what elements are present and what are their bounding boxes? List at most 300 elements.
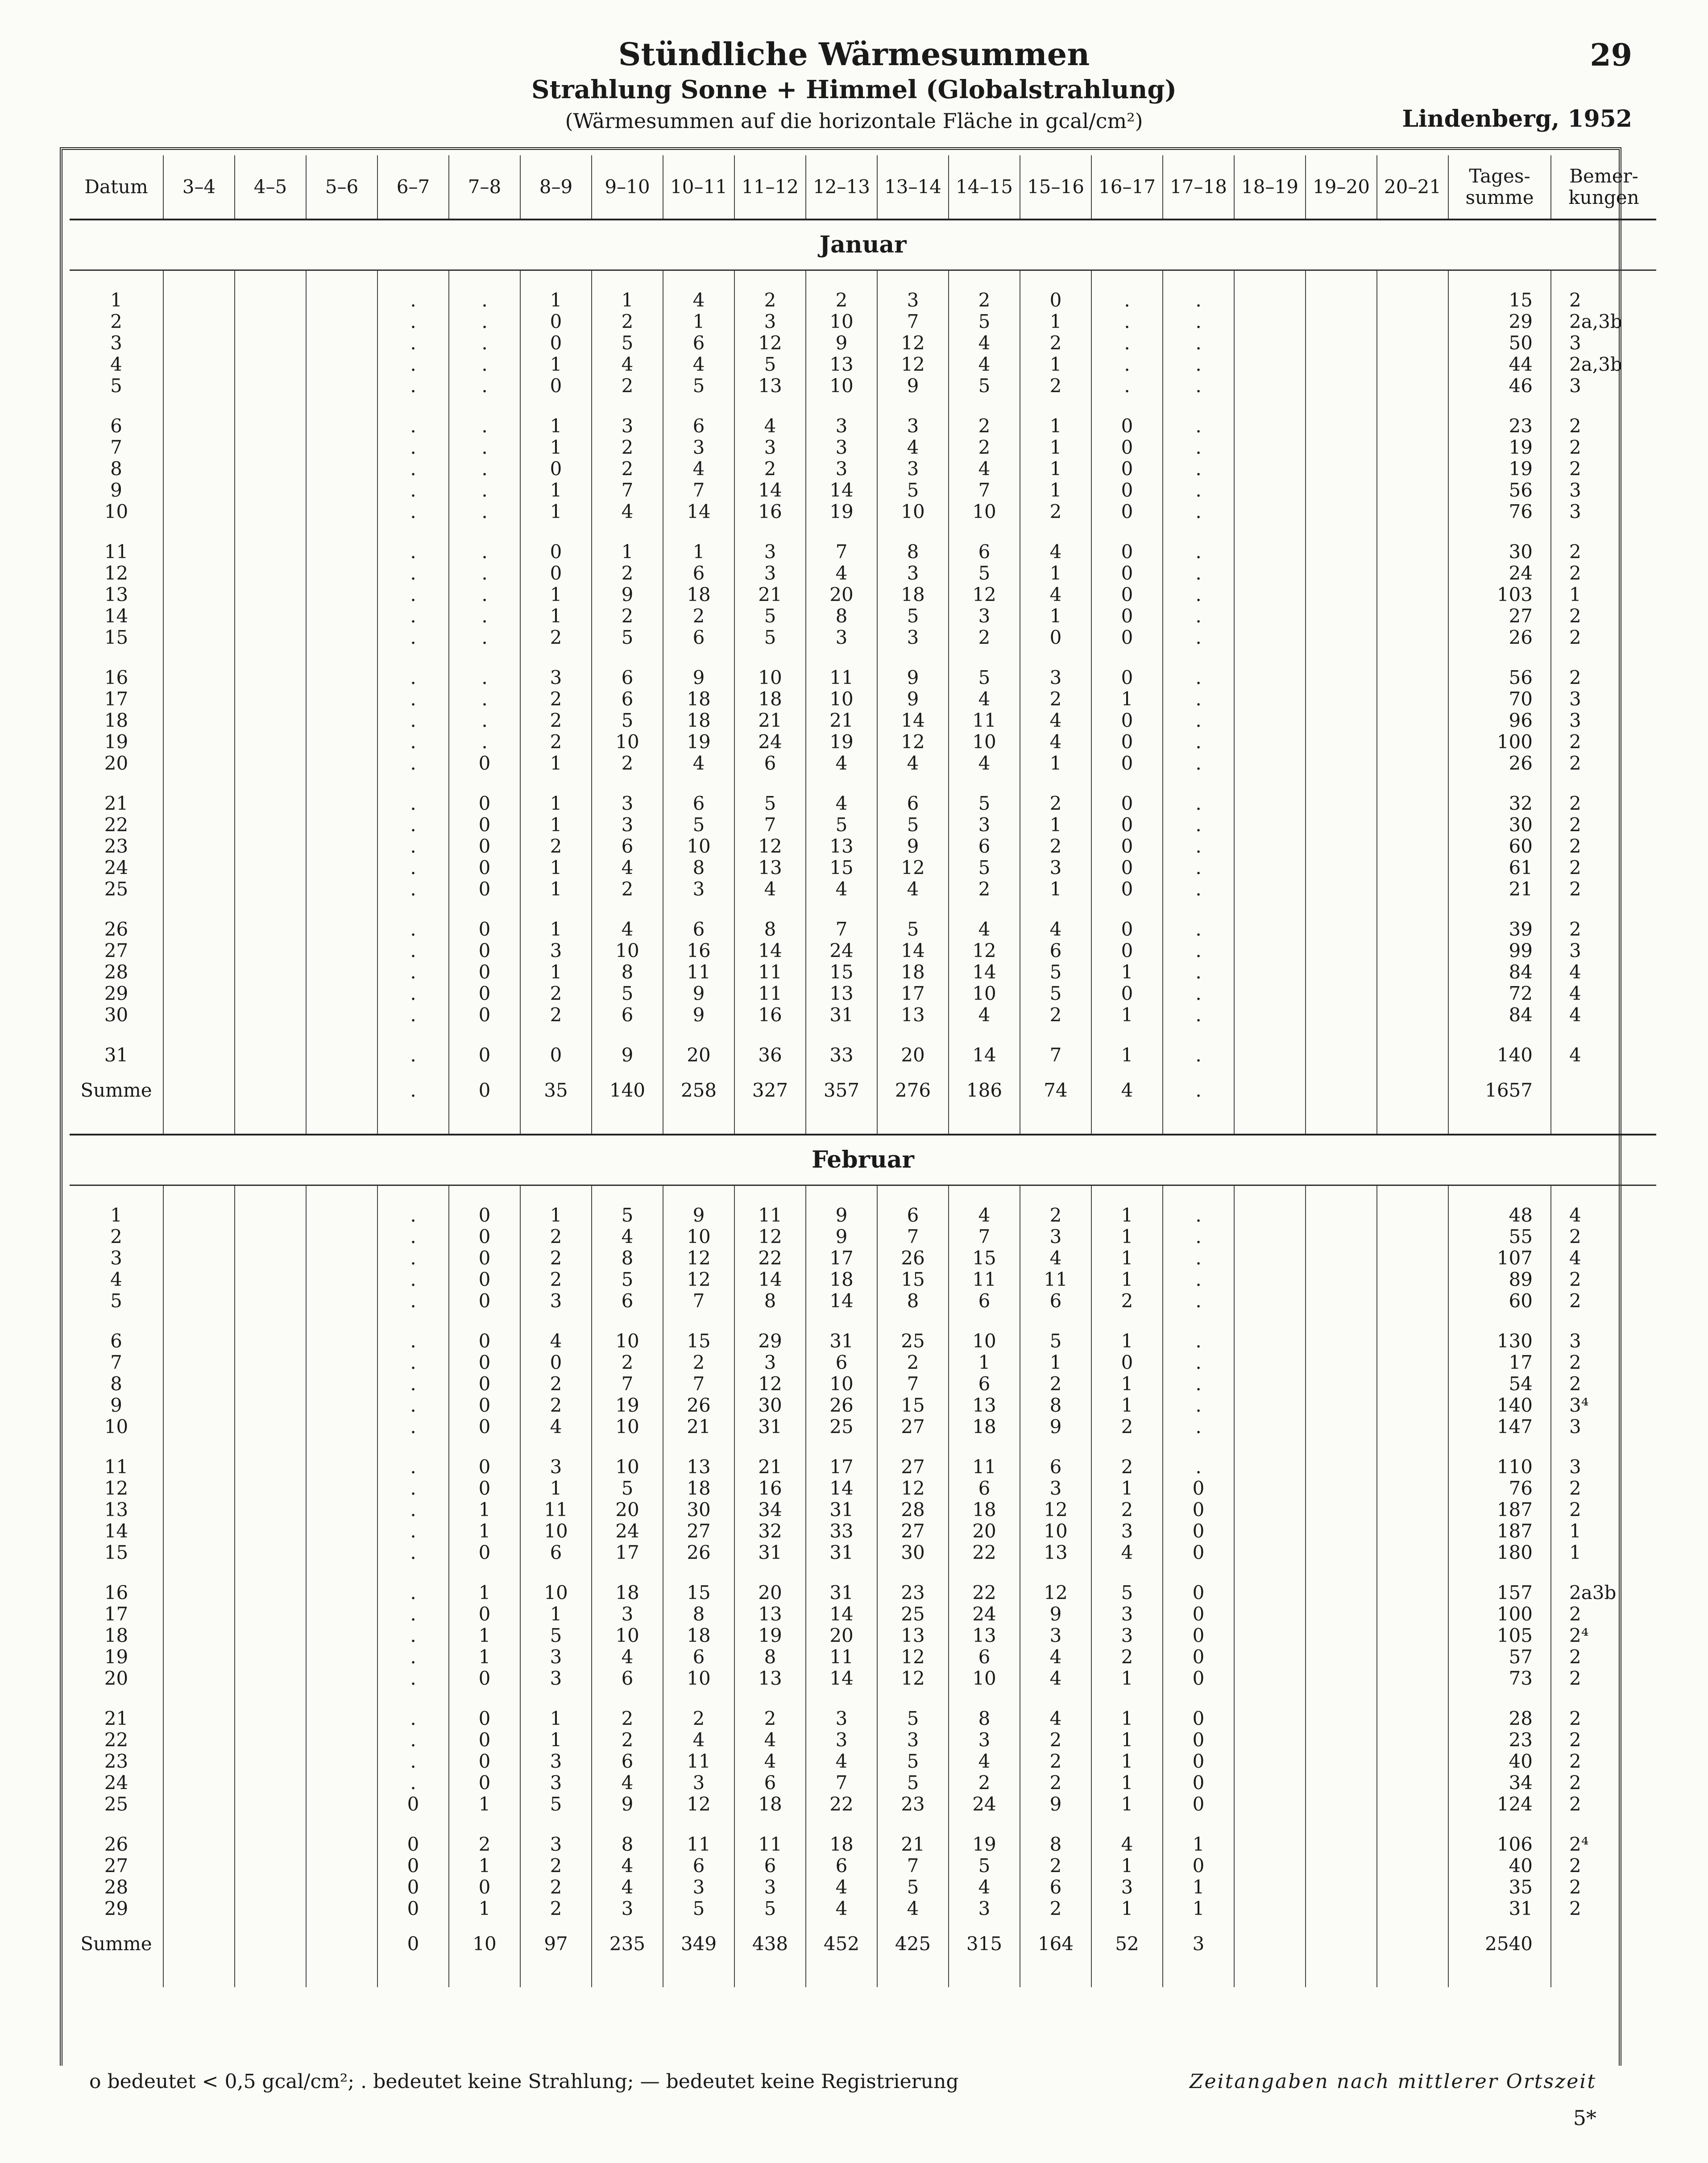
value-cell: 4: [949, 1205, 1020, 1226]
value-cell: [1377, 710, 1448, 731]
value-cell: 10: [663, 836, 734, 857]
spacer-cell: [1377, 270, 1448, 290]
table-row: [70, 375, 1656, 397]
value-cell: 10: [592, 1330, 663, 1352]
spacer-cell: [1234, 1115, 1306, 1135]
value-cell: 2: [1020, 1004, 1091, 1026]
value-cell: [306, 878, 377, 900]
value-cell: [1234, 605, 1306, 627]
value-cell: 3: [806, 458, 877, 480]
spacer-cell: [734, 1026, 806, 1044]
spacer-cell: [306, 1563, 377, 1582]
value-cell: 0: [449, 878, 520, 900]
remark-cell: 3: [1569, 501, 1581, 522]
value-cell: [306, 290, 377, 311]
date-cell: 6: [70, 1330, 163, 1352]
spacer-cell: [734, 1968, 806, 1987]
value-cell: 10: [663, 1226, 734, 1247]
spacer-cell: [1306, 648, 1377, 667]
spacer-cell: [1163, 900, 1234, 919]
value-cell: 7: [806, 1772, 877, 1794]
value-cell: [1306, 1668, 1377, 1689]
value-cell: 3: [663, 437, 734, 458]
value-cell: 3: [592, 1898, 663, 1919]
value-cell: 1: [520, 501, 592, 522]
value-cell: 0: [449, 814, 520, 836]
value-cell: 0: [1091, 541, 1163, 563]
spacer-cell: [1306, 900, 1377, 919]
value-cell: [235, 1898, 306, 1919]
value-cell: 15: [877, 1395, 949, 1416]
date-cell: 26: [70, 1834, 163, 1855]
value-cell: 2: [592, 878, 663, 900]
spacer-cell: [449, 1026, 520, 1044]
value-cell: [306, 1582, 377, 1604]
date-cell: 3: [70, 332, 163, 354]
date-cell: 29: [70, 1898, 163, 1919]
value-cell: 4: [1020, 1668, 1091, 1689]
spacer-cell: [949, 1185, 1020, 1205]
value-cell: .: [1163, 415, 1234, 437]
value-cell: 3: [592, 1604, 663, 1625]
value-cell: .: [1163, 605, 1234, 627]
spacer-cell: [1234, 1689, 1306, 1708]
date-cell: 12: [70, 1478, 163, 1499]
spacer-cell: [306, 1689, 377, 1708]
value-cell: 0: [1091, 940, 1163, 961]
value-cell: [1377, 311, 1448, 332]
value-cell: 10: [592, 1416, 663, 1438]
value-cell: [1234, 1066, 1306, 1115]
spacer-cell: [1551, 1689, 1656, 1708]
date-cell: 25: [70, 1794, 163, 1815]
value-cell: 14: [806, 480, 877, 501]
spacer-cell: [1306, 1968, 1377, 1987]
value-cell: [1306, 1772, 1377, 1794]
value-cell: 11: [1020, 1269, 1091, 1290]
value-cell: 0: [520, 332, 592, 354]
value-cell: .: [1163, 541, 1234, 563]
value-cell: [163, 290, 235, 311]
daily-sum-cell: 48: [1448, 1205, 1551, 1226]
spacer-cell: [1306, 522, 1377, 541]
value-cell: 1: [1091, 1478, 1163, 1499]
remark-cell: 2: [1569, 1290, 1581, 1312]
value-cell: [1377, 332, 1448, 354]
remark-cell: 4: [1569, 1044, 1581, 1066]
value-cell: [1377, 878, 1448, 900]
value-cell: [1234, 731, 1306, 753]
spacer-cell: [306, 397, 377, 415]
value-cell: 1: [949, 1352, 1020, 1373]
date-cell: 5: [70, 375, 163, 397]
value-cell: [1234, 584, 1306, 605]
value-cell: 31: [806, 1004, 877, 1026]
value-cell: 8: [663, 857, 734, 878]
remark-cell: 2: [1569, 1707, 1581, 1729]
value-cell: 4: [877, 1898, 949, 1919]
daily-sum-cell: 187: [1448, 1499, 1551, 1521]
value-cell: .: [377, 1708, 449, 1729]
value-cell: [1306, 793, 1377, 814]
spacer-cell: [877, 774, 949, 793]
value-cell: 5: [877, 605, 949, 627]
value-cell: 1: [520, 354, 592, 375]
value-cell: [163, 688, 235, 710]
value-cell: [1306, 1751, 1377, 1772]
value-cell: 2: [1020, 332, 1091, 354]
value-cell: [163, 1395, 235, 1416]
remark-cell: 4: [1569, 1247, 1581, 1269]
spacer-cell: [1234, 774, 1306, 793]
remark-cell: 2: [1569, 752, 1581, 774]
value-cell: .: [377, 1352, 449, 1373]
value-cell: [235, 332, 306, 354]
spacer-cell: [1234, 522, 1306, 541]
remark-cell: 4: [1569, 982, 1581, 1004]
remark-cell: 3: [1569, 1456, 1581, 1478]
value-cell: [235, 1751, 306, 1772]
value-cell: 0: [377, 1898, 449, 1919]
spacer-cell: [377, 1438, 449, 1456]
value-cell: [306, 1416, 377, 1438]
value-cell: 22: [949, 1582, 1020, 1604]
date-cell: 17: [70, 1604, 163, 1625]
value-cell: 10: [592, 940, 663, 961]
spacer-cell: [377, 1026, 449, 1044]
spacer-cell: [70, 1968, 163, 1987]
value-cell: 4: [1020, 584, 1091, 605]
value-cell: 10: [949, 501, 1020, 522]
value-cell: 349: [663, 1919, 734, 1968]
value-cell: [1306, 563, 1377, 584]
value-cell: 14: [734, 1269, 806, 1290]
value-cell: 10: [592, 731, 663, 753]
value-cell: [306, 375, 377, 397]
value-cell: 18: [949, 1499, 1020, 1521]
value-cell: 2: [520, 1247, 592, 1269]
table-row: [70, 1226, 1656, 1247]
spacer-cell: [377, 397, 449, 415]
value-cell: 0: [1163, 1499, 1234, 1521]
value-cell: [1234, 710, 1306, 731]
daily-sum-cell: 15: [1448, 290, 1551, 311]
value-cell: [306, 1330, 377, 1352]
daily-sum-cell: 2540: [1448, 1919, 1551, 1968]
column-header: 9–10: [592, 155, 663, 220]
value-cell: 452: [806, 1919, 877, 1968]
value-cell: 1: [1091, 1330, 1163, 1352]
value-cell: [1377, 541, 1448, 563]
value-cell: 9: [877, 688, 949, 710]
remark-cell: 2a,3b: [1569, 353, 1622, 375]
value-cell: 0: [449, 857, 520, 878]
value-cell: 7: [877, 1226, 949, 1247]
value-cell: 0: [449, 793, 520, 814]
value-cell: 4: [806, 1751, 877, 1772]
value-cell: 9: [592, 1794, 663, 1815]
value-cell: 12: [734, 1226, 806, 1247]
spacer-cell: [235, 397, 306, 415]
value-cell: 11: [663, 961, 734, 983]
spacer-row: [70, 522, 1656, 541]
spacer-cell: [1163, 1185, 1234, 1205]
spacer-cell: [70, 1815, 163, 1834]
value-cell: .: [1163, 1290, 1234, 1312]
value-cell: 10: [949, 731, 1020, 753]
date-cell: 1: [70, 290, 163, 311]
spacer-cell: [1163, 648, 1234, 667]
value-cell: 8: [734, 1290, 806, 1312]
spacer-cell: [663, 1968, 734, 1987]
table-row: [70, 1499, 1656, 1521]
value-cell: .: [1163, 688, 1234, 710]
value-cell: 9: [806, 1226, 877, 1247]
table-row: [70, 1373, 1656, 1395]
value-cell: 0: [1163, 1625, 1234, 1646]
value-cell: 1: [1091, 1269, 1163, 1290]
value-cell: 24: [734, 731, 806, 753]
spacer-row: [70, 397, 1656, 415]
daily-sum-cell: 19: [1448, 458, 1551, 480]
value-cell: 24: [806, 940, 877, 961]
spacer-cell: [663, 648, 734, 667]
table-row: [70, 667, 1656, 688]
spacer-cell: [1551, 1026, 1656, 1044]
value-cell: [1234, 919, 1306, 940]
remark-cell: 2⁴: [1569, 1833, 1589, 1855]
table-row: [70, 1729, 1656, 1751]
value-cell: 0: [1091, 836, 1163, 857]
value-cell: 14: [806, 1604, 877, 1625]
value-cell: .: [377, 437, 449, 458]
value-cell: 0: [449, 1395, 520, 1416]
value-cell: 1: [1020, 458, 1091, 480]
value-cell: 6: [663, 627, 734, 648]
value-cell: [1234, 878, 1306, 900]
value-cell: 1: [1091, 1729, 1163, 1751]
value-cell: 12: [663, 1247, 734, 1269]
value-cell: 0: [449, 1066, 520, 1115]
value-cell: [1377, 1499, 1448, 1521]
column-header: 16–17: [1091, 155, 1163, 220]
spacer-cell: [1377, 1185, 1448, 1205]
value-cell: 0: [1163, 1855, 1234, 1877]
value-cell: 186: [949, 1066, 1020, 1115]
value-cell: [163, 1604, 235, 1625]
value-cell: .: [1163, 857, 1234, 878]
value-cell: 6: [877, 1205, 949, 1226]
value-cell: 5: [734, 605, 806, 627]
value-cell: [163, 1205, 235, 1226]
value-cell: [235, 563, 306, 584]
table-row: [70, 1604, 1656, 1625]
value-cell: 14: [806, 1290, 877, 1312]
value-cell: 6: [520, 1542, 592, 1563]
value-cell: 2: [592, 375, 663, 397]
spacer-cell: [1551, 1115, 1656, 1135]
value-cell: [1234, 857, 1306, 878]
value-cell: 0: [449, 836, 520, 857]
value-cell: 11: [734, 961, 806, 983]
table-row: [70, 605, 1656, 627]
spacer-cell: [663, 774, 734, 793]
date-cell: Summe: [70, 1919, 163, 1968]
value-cell: [306, 354, 377, 375]
spacer-cell: [163, 900, 235, 919]
date-cell: 20: [70, 753, 163, 774]
value-cell: [306, 1044, 377, 1066]
value-cell: 1: [1091, 1247, 1163, 1269]
value-cell: [235, 1729, 306, 1751]
value-cell: [306, 1352, 377, 1373]
value-cell: [1377, 1582, 1448, 1604]
spacer-cell: [1020, 1438, 1091, 1456]
spacer-cell: [377, 648, 449, 667]
spacer-cell: [1091, 1026, 1163, 1044]
remark-cell: 3: [1569, 375, 1581, 397]
value-cell: .: [1163, 710, 1234, 731]
daily-sum-cell: 30: [1448, 814, 1551, 836]
value-cell: [1306, 605, 1377, 627]
spacer-cell: [663, 1026, 734, 1044]
value-cell: [1306, 480, 1377, 501]
spacer-row: [70, 1026, 1656, 1044]
value-cell: 10: [949, 1330, 1020, 1352]
value-cell: 34: [734, 1499, 806, 1521]
value-cell: .: [377, 961, 449, 983]
value-cell: 0: [1091, 878, 1163, 900]
value-cell: 6: [592, 1751, 663, 1772]
spacer-cell: [163, 1312, 235, 1330]
value-cell: 2: [449, 1834, 520, 1855]
table-row: [70, 1772, 1656, 1794]
value-cell: 7: [949, 1226, 1020, 1247]
value-cell: [1234, 961, 1306, 983]
value-cell: 2: [1091, 1646, 1163, 1668]
value-cell: 6: [877, 793, 949, 814]
value-cell: [1306, 983, 1377, 1004]
value-cell: .: [1163, 919, 1234, 940]
value-cell: [306, 1478, 377, 1499]
spacer-cell: [1234, 900, 1306, 919]
spacer-cell: [592, 1312, 663, 1330]
value-cell: [1377, 961, 1448, 983]
value-cell: 1: [449, 1499, 520, 1521]
remark-cell: 2: [1569, 857, 1581, 878]
value-cell: [306, 731, 377, 753]
value-cell: [1377, 1772, 1448, 1794]
value-cell: 8: [806, 605, 877, 627]
value-cell: .: [449, 480, 520, 501]
value-cell: 23: [877, 1582, 949, 1604]
value-cell: 2: [949, 878, 1020, 900]
value-cell: [1306, 1834, 1377, 1855]
value-cell: 0: [377, 1834, 449, 1855]
value-cell: 3: [734, 311, 806, 332]
table-row: [70, 627, 1656, 648]
spacer-cell: [1091, 1312, 1163, 1330]
value-cell: [306, 1919, 377, 1968]
value-cell: [163, 415, 235, 437]
value-cell: [1234, 1646, 1306, 1668]
value-cell: .: [377, 731, 449, 753]
spacer-cell: [163, 270, 235, 290]
column-header: 14–15: [949, 155, 1020, 220]
spacer-cell: [663, 522, 734, 541]
remark-cell: 2⁴: [1569, 1624, 1589, 1646]
value-cell: 1: [1091, 1772, 1163, 1794]
legend-note: o bedeutet < 0,5 gcal/cm²; . bedeutet keine Strahlung; — bedeutet keine Registrierung: [89, 2070, 959, 2093]
value-cell: [306, 1772, 377, 1794]
spacer-cell: [663, 397, 734, 415]
value-cell: [306, 311, 377, 332]
spacer-cell: [949, 1968, 1020, 1987]
spacer-cell: [1448, 1312, 1551, 1330]
value-cell: 2: [1020, 1772, 1091, 1794]
value-cell: 0: [1020, 627, 1091, 648]
month-heading: Februar: [70, 1135, 1656, 1185]
value-cell: .: [449, 437, 520, 458]
value-cell: [1306, 311, 1377, 332]
value-cell: 10: [520, 1582, 592, 1604]
value-cell: .: [1163, 1205, 1234, 1226]
value-cell: .: [377, 710, 449, 731]
value-cell: .: [1163, 1066, 1234, 1115]
table-row: [70, 1855, 1656, 1877]
spacer-cell: [592, 397, 663, 415]
date-cell: 21: [70, 1708, 163, 1729]
value-cell: .: [1163, 458, 1234, 480]
value-cell: 0: [1163, 1478, 1234, 1499]
date-cell: Summe: [70, 1066, 163, 1115]
value-cell: 1: [520, 480, 592, 501]
value-cell: 5: [592, 332, 663, 354]
value-cell: [306, 1604, 377, 1625]
value-cell: 5: [1020, 961, 1091, 983]
value-cell: 18: [734, 1794, 806, 1815]
value-cell: 0: [1091, 563, 1163, 584]
table-row: [70, 710, 1656, 731]
value-cell: .: [1091, 311, 1163, 332]
value-cell: 30: [663, 1499, 734, 1521]
value-cell: [1306, 1877, 1377, 1898]
spacer-cell: [306, 1185, 377, 1205]
spacer-cell: [592, 1438, 663, 1456]
value-cell: 4: [1020, 919, 1091, 940]
date-cell: 26: [70, 919, 163, 940]
value-cell: 0: [377, 1919, 449, 1968]
value-cell: [1377, 793, 1448, 814]
daily-sum-cell: 56: [1448, 480, 1551, 501]
remark-cell: 4: [1569, 1204, 1581, 1226]
value-cell: 3: [663, 878, 734, 900]
value-cell: [1306, 415, 1377, 437]
value-cell: [1306, 1066, 1377, 1115]
value-cell: 9: [1020, 1794, 1091, 1815]
value-cell: 2: [949, 627, 1020, 648]
spacer-cell: [1234, 1438, 1306, 1456]
value-cell: [163, 1226, 235, 1247]
remark-cell: 2: [1569, 835, 1581, 857]
date-cell: 15: [70, 1542, 163, 1563]
value-cell: 5: [663, 375, 734, 397]
value-cell: [1377, 1004, 1448, 1026]
value-cell: [235, 1066, 306, 1115]
value-cell: [1234, 375, 1306, 397]
date-cell: 28: [70, 961, 163, 983]
value-cell: 7: [877, 1855, 949, 1877]
